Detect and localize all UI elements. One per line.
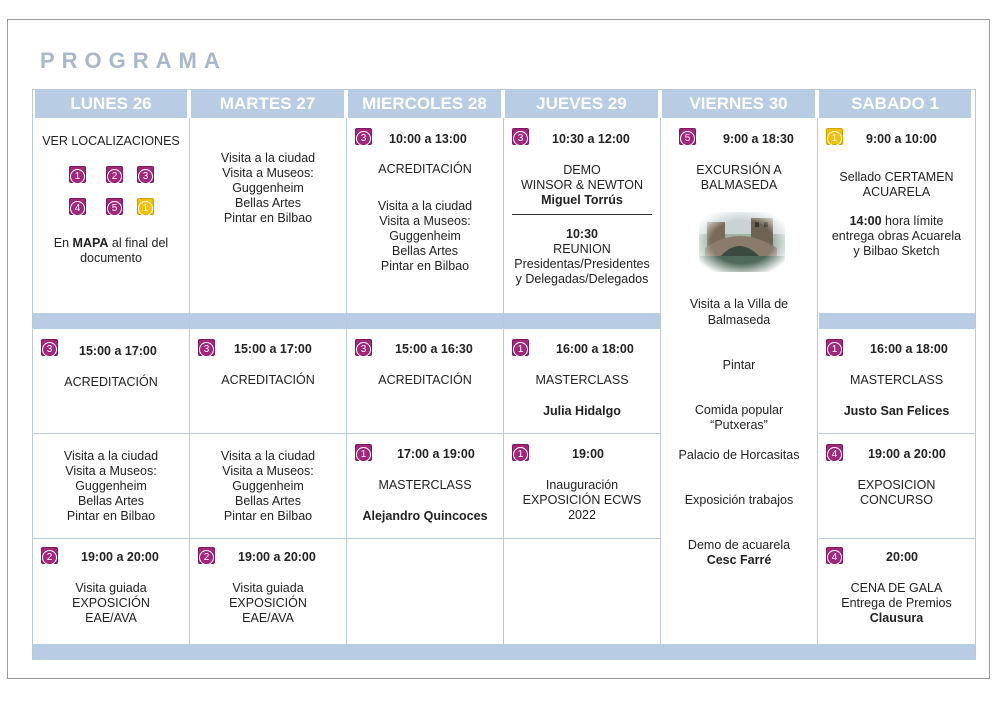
line: Entrega de Premios xyxy=(841,596,952,610)
header-sabado: SABADO 1 xyxy=(819,90,971,118)
event-title: ACREDITACIÓN xyxy=(378,162,472,176)
line: Balmaseda xyxy=(707,313,771,327)
event-name: Clausura xyxy=(869,611,924,625)
line: “Putxeras” xyxy=(710,418,768,432)
badge-1[interactable]: 1 xyxy=(355,444,372,461)
time: 19:00 xyxy=(572,447,604,461)
line: Visita a la Villa de xyxy=(689,297,789,311)
event-title: ACREDITACIÓN xyxy=(221,373,315,387)
cell-sabado-4 xyxy=(818,539,975,644)
cell-lunes-1 xyxy=(33,118,189,313)
badge-1-yellow[interactable]: 1 xyxy=(826,128,843,145)
page-title: PROGRAMA xyxy=(40,48,227,73)
deadline-line: 14:00 hora límite xyxy=(849,214,944,228)
time: 10:30 a 12:00 xyxy=(552,132,630,146)
line: Pintar en Bilbao xyxy=(223,509,313,523)
badge-1[interactable]: 1 xyxy=(512,339,529,356)
badge-3[interactable]: 3 xyxy=(355,339,372,356)
line: Bellas Artes xyxy=(234,196,301,210)
time: 9:00 a 10:00 xyxy=(866,132,937,146)
badge-4[interactable]: 4 xyxy=(69,198,86,215)
cell-miercoles-1 xyxy=(347,118,503,313)
line: Presidentas/Presidentes xyxy=(514,257,650,271)
event-title: MASTERCLASS xyxy=(535,373,629,387)
line: Visita a la ciudad xyxy=(63,449,159,463)
time: 10:00 a 13:00 xyxy=(389,132,467,146)
header-jueves: JUEVES 29 xyxy=(505,90,658,118)
event-title: EXPOSICION xyxy=(857,478,936,492)
badge-5[interactable]: 5 xyxy=(679,128,696,145)
separator xyxy=(512,214,652,215)
line: EXPOSICIÓN xyxy=(229,596,307,610)
line: Visita a Museos: xyxy=(65,464,157,478)
time: 10:30 xyxy=(566,227,598,241)
cell-jueves-2 xyxy=(504,329,660,433)
line: REUNION xyxy=(553,242,611,256)
line: Sellado CERTAMEN xyxy=(839,170,954,184)
line: entrega obras Acuarela xyxy=(831,229,962,243)
line: EXPOSICIÓN xyxy=(72,596,150,610)
cell-sabado-1 xyxy=(818,118,975,313)
line: Visita guiada xyxy=(75,581,147,595)
line: Pintar xyxy=(722,358,756,372)
cell-sabado-2 xyxy=(818,329,975,433)
header-martes: MARTES 27 xyxy=(191,90,344,118)
event-subtitle: BALMASEDA xyxy=(700,178,778,192)
cell-martes-3 xyxy=(190,434,346,538)
line: Guggenheim xyxy=(232,181,304,195)
band-bottom xyxy=(33,644,975,660)
line: Pintar en Bilbao xyxy=(380,259,470,273)
time: 16:00 a 18:00 xyxy=(870,342,948,356)
line: Guggenheim xyxy=(232,479,304,493)
line: DEMO xyxy=(563,163,601,177)
band-1-right xyxy=(819,313,975,329)
line: Exposición trabajos xyxy=(684,493,794,507)
badge-3[interactable]: 3 xyxy=(137,166,154,183)
line: Palacio de Horcasitas xyxy=(678,448,800,462)
cell-lunes-3 xyxy=(33,434,189,538)
speaker-name: Cesc Farré xyxy=(706,553,772,567)
badge-1[interactable]: 1 xyxy=(512,444,529,461)
line: 2022 xyxy=(568,508,596,522)
badge-3[interactable]: 3 xyxy=(41,339,58,356)
badge-4[interactable]: 4 xyxy=(826,547,843,564)
speaker-name: Miguel Torrús xyxy=(541,193,623,207)
line: WINSOR & NEWTON xyxy=(521,178,643,192)
cell-miercoles-2 xyxy=(347,329,503,433)
balmaseda-photo xyxy=(699,212,785,272)
map-note-line2: documento xyxy=(80,251,142,265)
line: EAE/AVA xyxy=(242,611,294,625)
locations-link[interactable]: VER LOCALIZACIONES xyxy=(42,134,180,148)
event-title: MASTERCLASS xyxy=(849,373,944,387)
time: 9:00 a 18:30 xyxy=(723,132,794,146)
event-title: EXCURSIÓN A xyxy=(696,163,782,177)
cell-jueves-1 xyxy=(504,118,660,313)
line: EXPOSICIÓN ECWS xyxy=(522,493,642,507)
line: Bellas Artes xyxy=(234,494,301,508)
line: Visita a Museos: xyxy=(222,166,314,180)
speaker-name: Justo San Felices xyxy=(843,404,950,418)
badge-2[interactable]: 2 xyxy=(106,166,123,183)
line: y Bilbao Sketch xyxy=(853,244,940,258)
line: Demo de acuarela xyxy=(687,538,791,552)
badge-4[interactable]: 4 xyxy=(826,444,843,461)
badge-1[interactable]: 1 xyxy=(69,166,86,183)
badge-1[interactable]: 1 xyxy=(826,339,843,356)
header-lunes: LUNES 26 xyxy=(35,90,187,118)
cell-sabado-3 xyxy=(818,434,975,538)
badge-2[interactable]: 2 xyxy=(198,547,215,564)
speaker-name: Julia Hidalgo xyxy=(543,404,621,418)
event-subtitle: CONCURSO xyxy=(860,493,933,507)
line: Comida popular xyxy=(694,403,784,417)
line: Inauguración xyxy=(545,478,619,492)
schedule-grid xyxy=(32,89,976,660)
cell-jueves-3 xyxy=(504,434,660,538)
map-note: En MAPA al final del xyxy=(53,236,169,250)
time: 19:00 a 20:00 xyxy=(238,550,316,564)
time: 17:00 a 19:00 xyxy=(397,447,475,461)
badge-3[interactable]: 3 xyxy=(355,128,372,145)
badge-1-yellow[interactable]: 1 xyxy=(137,198,154,215)
band-1-left xyxy=(33,313,661,329)
cell-martes-4 xyxy=(190,539,346,644)
line: Visita a Museos: xyxy=(379,214,471,228)
cell-martes-1 xyxy=(190,118,346,313)
line: CENA DE GALA xyxy=(850,581,943,595)
cell-viernes xyxy=(661,118,817,644)
cell-lunes-2 xyxy=(33,329,189,433)
event-title: ACREDITACIÓN xyxy=(64,375,158,389)
line: Visita a la ciudad xyxy=(220,449,316,463)
header-viernes: VIERNES 30 xyxy=(662,90,815,118)
badge-5[interactable]: 5 xyxy=(106,198,123,215)
line: Bellas Artes xyxy=(77,494,144,508)
badge-2[interactable]: 2 xyxy=(41,547,58,564)
line: Visita a Museos: xyxy=(222,464,314,478)
time: 20:00 xyxy=(886,550,918,564)
line: EAE/AVA xyxy=(85,611,137,625)
line: Pintar en Bilbao xyxy=(223,211,313,225)
time: 16:00 a 18:00 xyxy=(556,342,634,356)
event-title: MASTERCLASS xyxy=(378,478,472,492)
line: Guggenheim xyxy=(75,479,147,493)
line: Visita guiada xyxy=(232,581,304,595)
event-title: ACREDITACIÓN xyxy=(378,373,472,387)
line: Bellas Artes xyxy=(391,244,458,258)
badge-3[interactable]: 3 xyxy=(198,339,215,356)
header-miercoles: MIERCOLES 28 xyxy=(348,90,501,118)
time: 15:00 a 17:00 xyxy=(234,342,312,356)
cell-martes-2 xyxy=(190,329,346,433)
line: Visita a la ciudad xyxy=(377,199,473,213)
time: 15:00 a 17:00 xyxy=(79,344,157,358)
cell-lunes-4 xyxy=(33,539,189,644)
line: Visita a la ciudad xyxy=(220,151,316,165)
line: ACUARELA xyxy=(862,185,931,199)
time: 19:00 a 20:00 xyxy=(81,550,159,564)
line: Guggenheim xyxy=(389,229,461,243)
cell-miercoles-3 xyxy=(347,434,503,538)
line: Pintar en Bilbao xyxy=(66,509,156,523)
speaker-name: Alejandro Quincoces xyxy=(362,509,488,523)
time: 19:00 a 20:00 xyxy=(868,447,946,461)
line: y Delegadas/Delegados xyxy=(515,272,649,286)
time: 15:00 a 16:30 xyxy=(395,342,473,356)
badge-3[interactable]: 3 xyxy=(512,128,529,145)
